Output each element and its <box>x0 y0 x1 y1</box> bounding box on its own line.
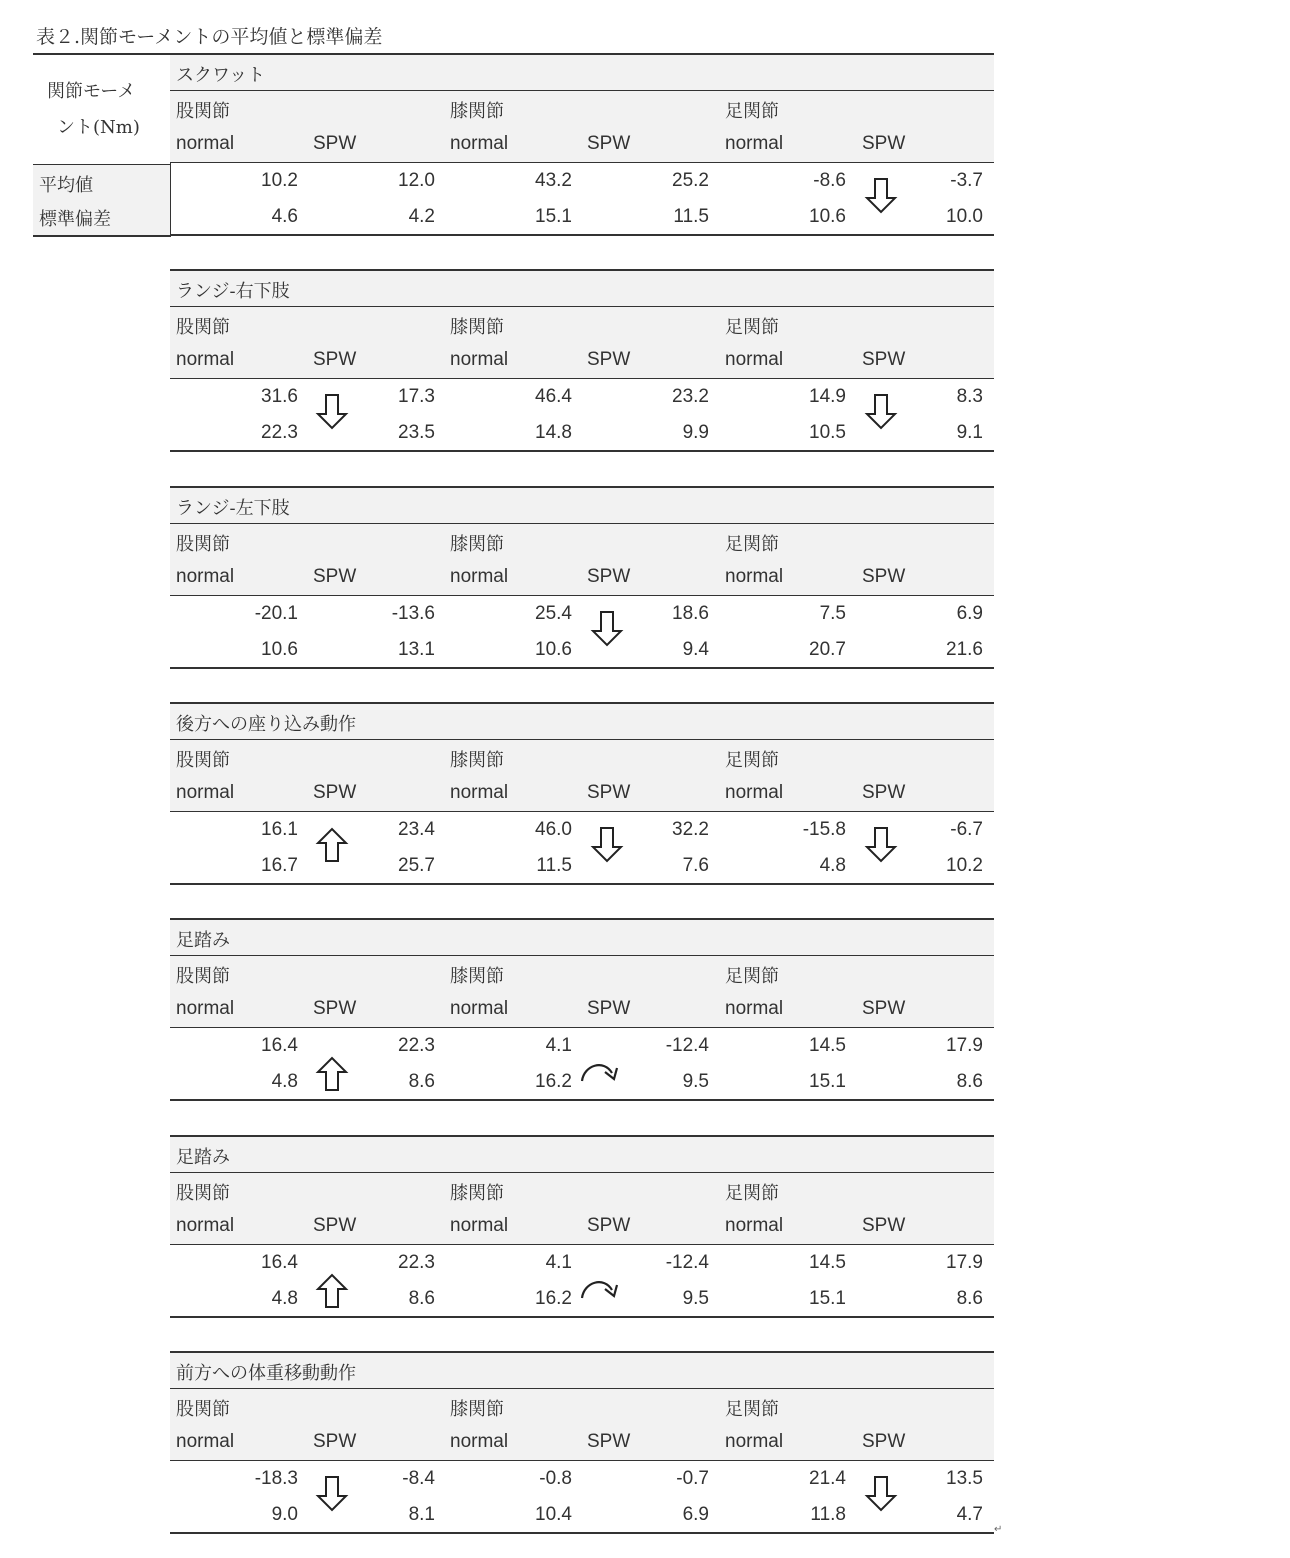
sd-value: 15.1 <box>809 1071 846 1092</box>
sd-value: 9.1 <box>956 422 983 443</box>
table-caption: 表２.関節モーメントの平均値と標準偏差 <box>36 26 383 48</box>
mean-value: 18.6 <box>672 603 709 624</box>
sd-value: 9.9 <box>682 422 709 443</box>
mean-value: -3.7 <box>950 170 983 191</box>
condition-header-spw: SPW <box>587 782 631 803</box>
mean-value: 46.4 <box>535 386 572 407</box>
condition-header-normal: normal <box>725 1215 784 1236</box>
motion-title: 後方への座り込み動作 <box>176 714 356 735</box>
joint-header-ankle: 足関節 <box>725 101 779 122</box>
mean-value: 16.1 <box>261 819 298 840</box>
sd-value: 8.6 <box>408 1071 435 1092</box>
row-header-title <box>33 53 171 164</box>
sd-value: 7.6 <box>682 855 709 876</box>
condition-header-normal: normal <box>725 566 784 587</box>
condition-header-normal: normal <box>450 1215 509 1236</box>
condition-header-spw: SPW <box>313 1431 357 1452</box>
mean-value: 4.1 <box>545 1035 572 1056</box>
condition-header-spw: SPW <box>313 1215 357 1236</box>
sd-value: 9.4 <box>682 639 709 660</box>
joint-header-hip: 股関節 <box>176 750 230 771</box>
joint-header-hip: 股関節 <box>176 1183 230 1204</box>
sd-value: 23.5 <box>398 422 435 443</box>
condition-header-spw: SPW <box>313 566 357 587</box>
joint-header-hip: 股関節 <box>176 534 230 555</box>
mean-value: -12.4 <box>665 1035 709 1056</box>
sd-value: 8.6 <box>956 1071 983 1092</box>
down-arrow-icon <box>315 393 349 431</box>
condition-header-spw: SPW <box>862 998 906 1019</box>
mean-value: 17.9 <box>946 1252 983 1273</box>
condition-header-spw: SPW <box>862 133 906 154</box>
mean-value: 16.4 <box>261 1252 298 1273</box>
condition-header-normal: normal <box>450 566 509 587</box>
title-band <box>170 486 994 524</box>
paragraph-mark: ↵ <box>994 1524 1003 1535</box>
condition-header-normal: normal <box>725 998 784 1019</box>
title-band <box>170 918 994 956</box>
condition-header-spw: SPW <box>313 782 357 803</box>
mean-value: -0.7 <box>676 1468 709 1489</box>
row-header-column <box>33 53 171 235</box>
up-arrow-icon <box>315 1055 349 1093</box>
condition-header-normal: normal <box>725 782 784 803</box>
condition-header-spw: SPW <box>587 1431 631 1452</box>
curved-arrow-icon <box>578 1274 622 1304</box>
sd-value: 8.6 <box>956 1288 983 1309</box>
mean-value: 21.4 <box>809 1468 846 1489</box>
condition-header-spw: SPW <box>862 1215 906 1236</box>
joint-header-knee: 膝関節 <box>450 1183 504 1204</box>
mean-value: -0.8 <box>539 1468 572 1489</box>
condition-header-normal: normal <box>450 349 509 370</box>
mean-value: 43.2 <box>535 170 572 191</box>
motion-table-7 <box>170 1351 994 1533</box>
condition-header-normal: normal <box>176 1431 235 1452</box>
joint-header-knee: 膝関節 <box>450 317 504 338</box>
condition-header-normal: normal <box>176 782 235 803</box>
condition-header-spw: SPW <box>862 782 906 803</box>
mean-value: 14.5 <box>809 1035 846 1056</box>
joint-header-knee: 膝関節 <box>450 1399 504 1420</box>
mean-value: -8.6 <box>813 170 846 191</box>
motion-title: ランジ-左下肢 <box>176 498 290 519</box>
joint-header-hip: 股関節 <box>176 101 230 122</box>
condition-header-spw: SPW <box>587 998 631 1019</box>
condition-header-normal: normal <box>176 566 235 587</box>
mean-value: 6.9 <box>956 603 983 624</box>
mean-value: 14.5 <box>809 1252 846 1273</box>
sd-value: 9.5 <box>682 1288 709 1309</box>
condition-header-normal: normal <box>725 349 784 370</box>
sd-value: 15.1 <box>809 1288 846 1309</box>
sd-value: 11.5 <box>673 206 709 227</box>
down-arrow-icon <box>590 826 624 864</box>
sd-value: 14.8 <box>535 422 572 443</box>
sd-value: 9.0 <box>271 1504 298 1525</box>
sd-value: 25.7 <box>398 855 435 876</box>
motion-title: ランジ-右下肢 <box>176 281 290 302</box>
condition-header-normal: normal <box>450 133 509 154</box>
sd-value: 9.5 <box>682 1071 709 1092</box>
mean-value: 31.6 <box>261 386 298 407</box>
condition-header-normal: normal <box>450 1431 509 1452</box>
mean-value: -12.4 <box>665 1252 709 1273</box>
down-arrow-icon <box>864 826 898 864</box>
mean-value: -13.6 <box>391 603 435 624</box>
sd-value: 11.5 <box>536 855 572 876</box>
motion-table-4 <box>170 702 994 884</box>
mean-value: 23.2 <box>672 386 709 407</box>
sd-value: 4.6 <box>271 206 298 227</box>
mean-value: 12.0 <box>398 170 435 191</box>
sd-value: 6.9 <box>682 1504 709 1525</box>
condition-header-spw: SPW <box>862 566 906 587</box>
down-arrow-icon <box>864 393 898 431</box>
condition-header-normal: normal <box>176 349 235 370</box>
mean-value: 46.0 <box>535 819 572 840</box>
mean-value: 8.3 <box>956 386 983 407</box>
mean-value: 13.5 <box>946 1468 983 1489</box>
joint-header-ankle: 足関節 <box>725 534 779 555</box>
motion-table-6 <box>170 1135 994 1317</box>
motion-title: スクワット <box>176 65 266 86</box>
joint-header-ankle: 足関節 <box>725 966 779 987</box>
condition-header-spw: SPW <box>862 349 906 370</box>
mean-value: 14.9 <box>809 386 846 407</box>
condition-header-normal: normal <box>176 1215 235 1236</box>
title-band <box>170 1135 994 1173</box>
condition-header-normal: normal <box>725 133 784 154</box>
condition-header-spw: SPW <box>313 349 357 370</box>
sd-value: 4.7 <box>956 1504 983 1525</box>
mean-row-label <box>33 164 171 201</box>
motion-table-1 <box>170 53 994 235</box>
mean-value: 25.2 <box>672 170 709 191</box>
sd-value: 8.1 <box>408 1504 435 1525</box>
row-header-line-2: ント(Nm) <box>57 117 140 138</box>
mean-value: 10.2 <box>261 170 298 191</box>
joint-header-knee: 膝関節 <box>450 101 504 122</box>
joint-header-hip: 股関節 <box>176 317 230 338</box>
sd-value: 10.6 <box>535 639 572 660</box>
motion-title: 前方への体重移動動作 <box>176 1363 356 1384</box>
sd-value: 13.1 <box>398 639 435 660</box>
sd-value: 15.1 <box>535 206 572 227</box>
condition-header-normal: normal <box>176 998 235 1019</box>
sd-value: 22.3 <box>261 422 298 443</box>
mean-value: 22.3 <box>398 1035 435 1056</box>
joint-header-ankle: 足関節 <box>725 317 779 338</box>
mean-value: 16.4 <box>261 1035 298 1056</box>
joint-header-ankle: 足関節 <box>725 750 779 771</box>
condition-header-spw: SPW <box>587 133 631 154</box>
mean-value: 23.4 <box>398 819 435 840</box>
down-arrow-icon <box>864 1475 898 1513</box>
motion-table-3 <box>170 486 994 668</box>
up-arrow-icon <box>315 826 349 864</box>
mean-value: -20.1 <box>254 603 298 624</box>
sd-value: 4.8 <box>819 855 846 876</box>
sd-value: 10.4 <box>535 1504 572 1525</box>
condition-header-normal: normal <box>450 782 509 803</box>
mean-value: 17.9 <box>946 1035 983 1056</box>
mean-value: -8.4 <box>402 1468 435 1489</box>
sd-value: 16.2 <box>535 1071 572 1092</box>
sd-value: 4.8 <box>271 1071 298 1092</box>
sd-value: 21.6 <box>946 639 983 660</box>
condition-header-spw: SPW <box>587 566 631 587</box>
motion-table-2 <box>170 269 994 451</box>
mean-value: -18.3 <box>254 1468 298 1489</box>
down-arrow-icon <box>864 177 898 215</box>
condition-header-normal: normal <box>450 998 509 1019</box>
sd-value: 10.6 <box>809 206 846 227</box>
joint-header-knee: 膝関節 <box>450 534 504 555</box>
sd-row-label <box>33 199 171 237</box>
mean-value: 22.3 <box>398 1252 435 1273</box>
joint-header-hip: 股関節 <box>176 1399 230 1420</box>
sd-value: 11.8 <box>810 1504 846 1525</box>
sd-value: 4.2 <box>408 206 435 227</box>
sd-value: 10.0 <box>946 206 983 227</box>
condition-header-spw: SPW <box>313 133 357 154</box>
sd-value: 8.6 <box>408 1288 435 1309</box>
mean-value: 7.5 <box>819 603 846 624</box>
sd-value: 10.6 <box>261 639 298 660</box>
sd-label-text: 標準偏差 <box>39 209 111 230</box>
mean-value: 32.2 <box>672 819 709 840</box>
mean-value: 25.4 <box>535 603 572 624</box>
sd-value: 10.2 <box>946 855 983 876</box>
sd-value: 16.7 <box>261 855 298 876</box>
mean-value: -15.8 <box>802 819 846 840</box>
sd-value: 4.8 <box>271 1288 298 1309</box>
joint-header-ankle: 足関節 <box>725 1399 779 1420</box>
motion-title: 足踏み <box>176 930 230 951</box>
condition-header-normal: normal <box>176 133 235 154</box>
sd-value: 20.7 <box>809 639 846 660</box>
sd-value: 10.5 <box>809 422 846 443</box>
down-arrow-icon <box>590 610 624 648</box>
joint-header-knee: 膝関節 <box>450 750 504 771</box>
row-header-line-1: 関節モーメ <box>47 81 136 102</box>
sd-value: 16.2 <box>535 1288 572 1309</box>
title-band <box>170 53 994 91</box>
down-arrow-icon <box>315 1475 349 1513</box>
condition-header-spw: SPW <box>313 998 357 1019</box>
condition-header-normal: normal <box>725 1431 784 1452</box>
motion-table-5 <box>170 918 994 1100</box>
mean-value: 4.1 <box>545 1252 572 1273</box>
up-arrow-icon <box>315 1272 349 1310</box>
title-band <box>170 269 994 307</box>
curved-arrow-icon <box>578 1057 622 1087</box>
joint-header-knee: 膝関節 <box>450 966 504 987</box>
mean-value: -6.7 <box>950 819 983 840</box>
motion-title: 足踏み <box>176 1147 230 1168</box>
condition-header-spw: SPW <box>587 349 631 370</box>
mean-value: 17.3 <box>398 386 435 407</box>
condition-header-spw: SPW <box>862 1431 906 1452</box>
condition-header-spw: SPW <box>587 1215 631 1236</box>
joint-header-ankle: 足関節 <box>725 1183 779 1204</box>
mean-label-text: 平均値 <box>39 175 93 196</box>
joint-header-hip: 股関節 <box>176 966 230 987</box>
